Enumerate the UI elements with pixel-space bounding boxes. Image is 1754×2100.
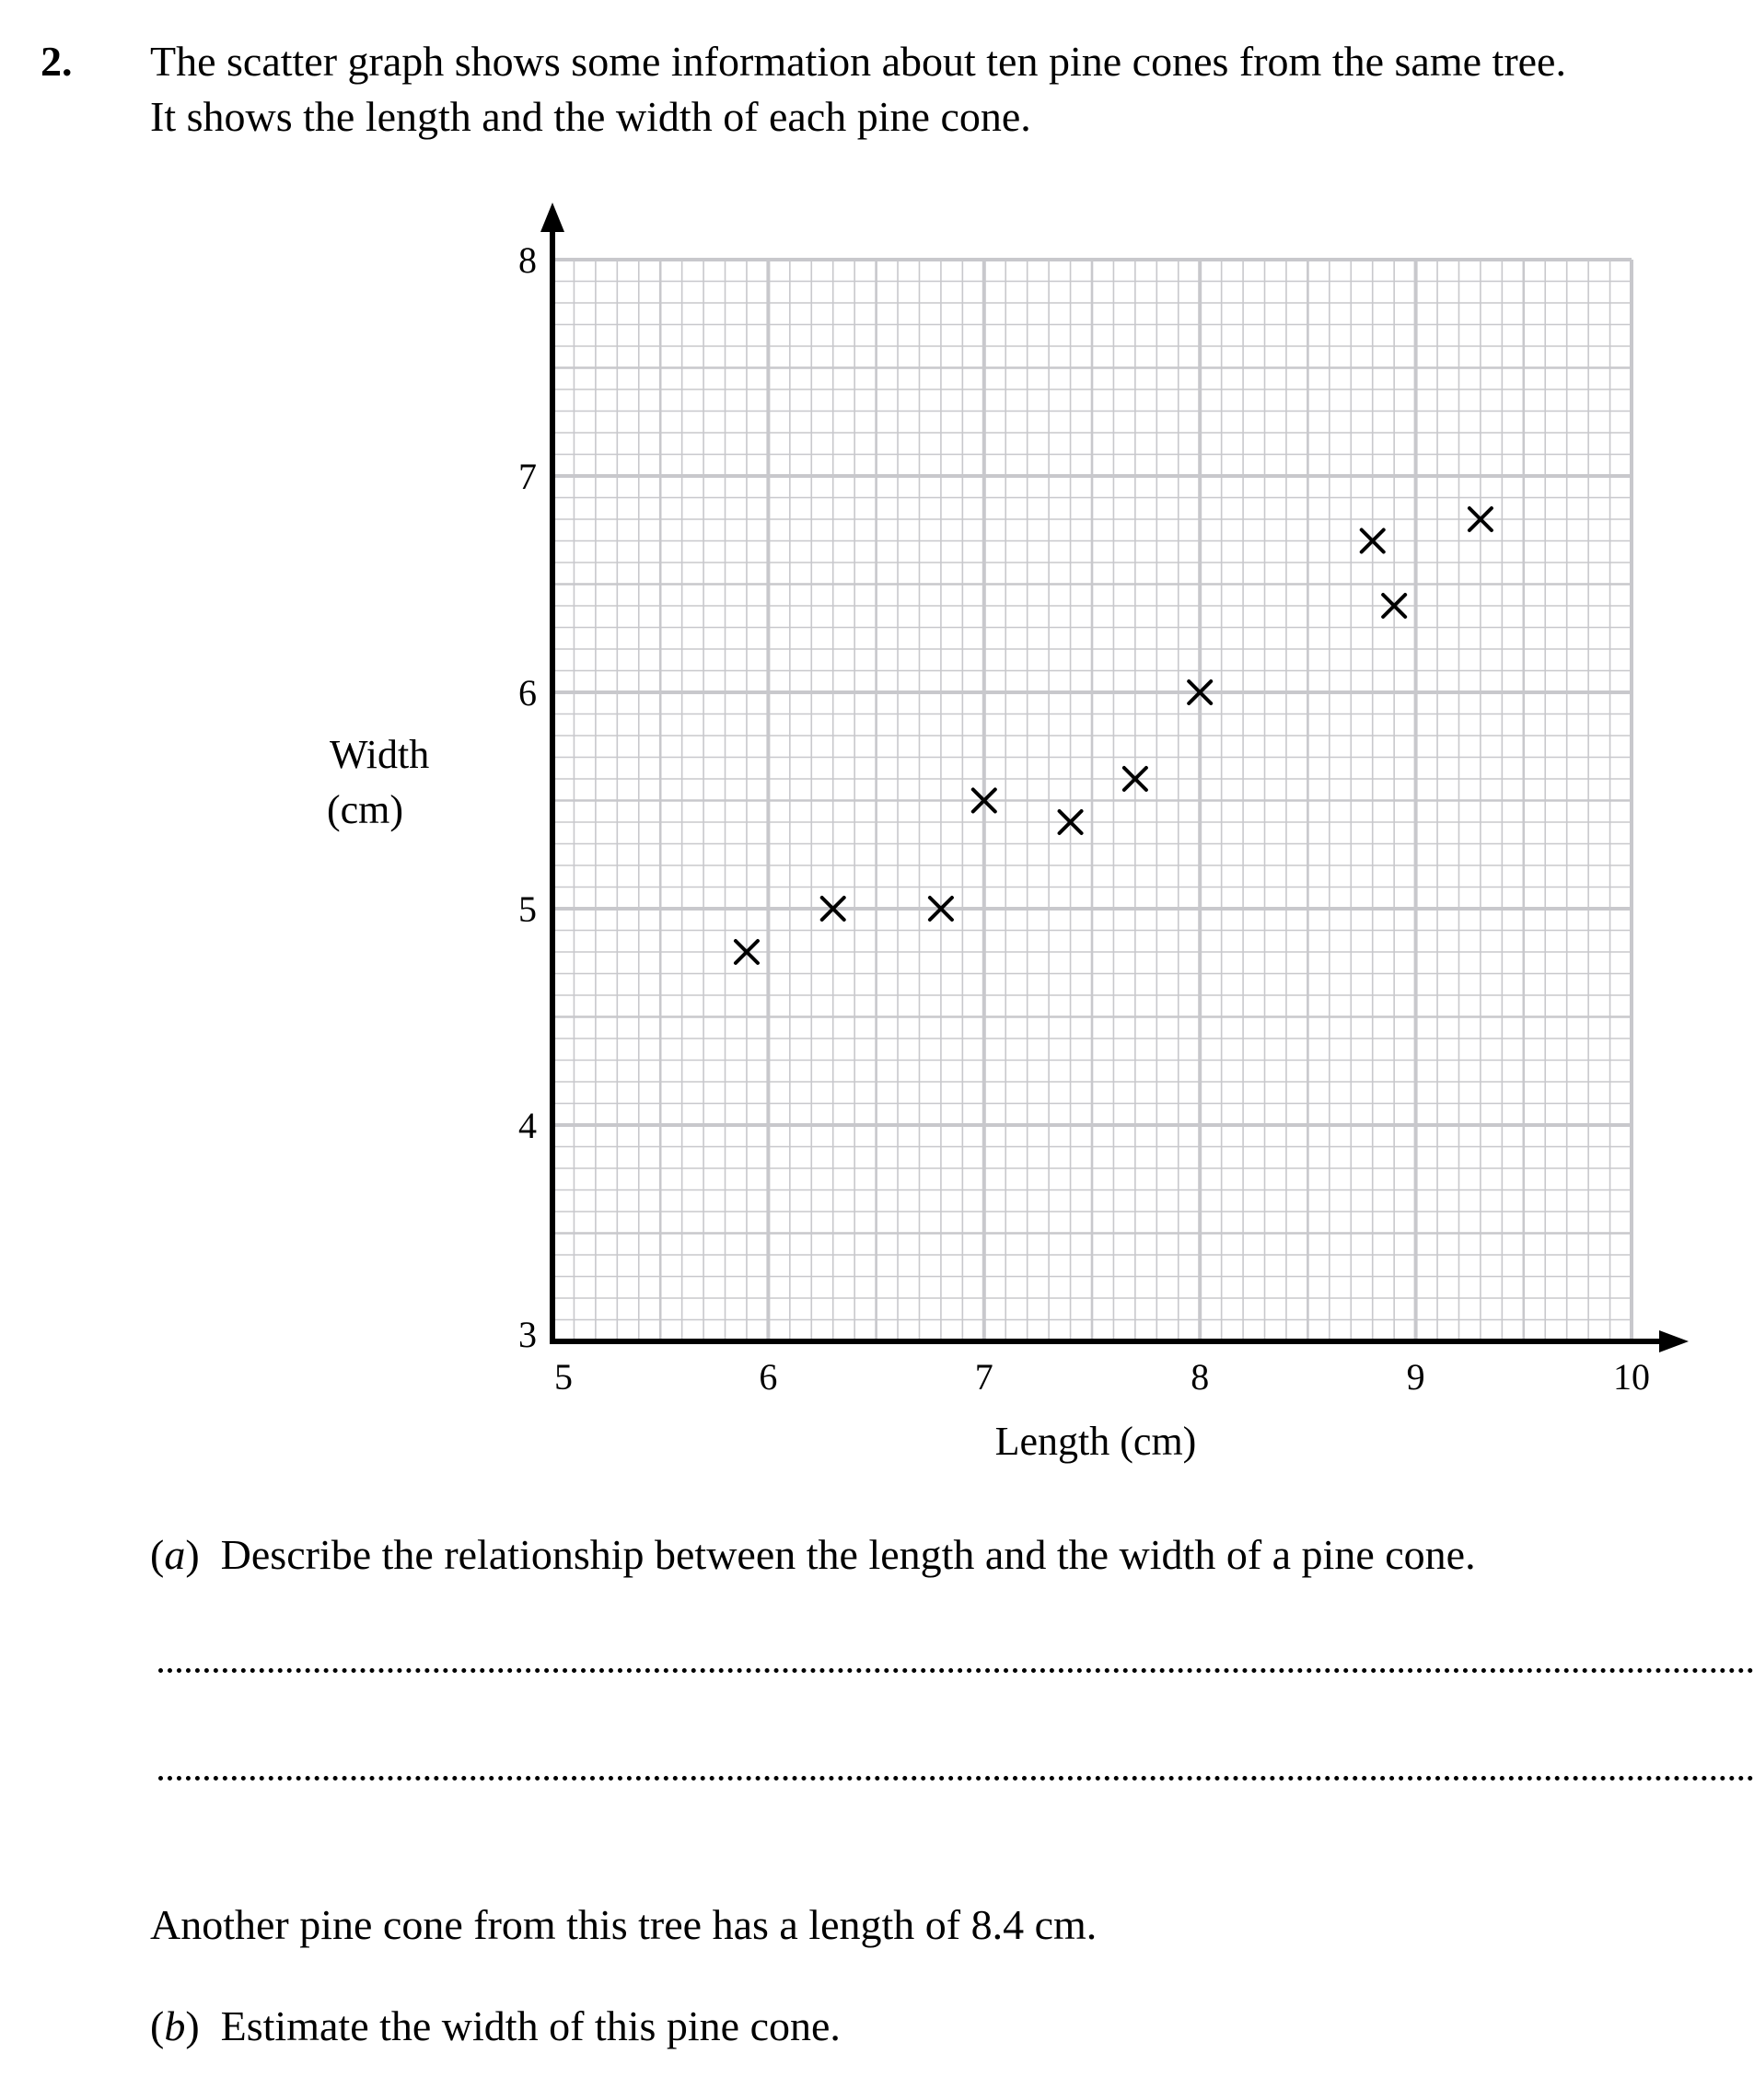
x-tick-labels [554,1356,1650,1398]
y-tick-label: 7 [518,456,537,497]
y-tick-label: 6 [518,672,537,714]
axes [540,203,1689,1352]
x-axis-arrow [1659,1330,1689,1352]
x-tick-label: 6 [759,1356,778,1398]
y-tick-label: 3 [518,1314,537,1355]
y-axis-arrow [540,203,564,232]
question-intro-line-1: The scatter graph shows some information about ten pine cones from the same tree. [150,38,1566,85]
x-tick-label: 8 [1191,1356,1210,1398]
x-tick-label: 9 [1406,1356,1425,1398]
question-number: 2. [41,38,73,85]
grid-major [552,260,1632,1341]
y-axis-title-line-2: (cm) [327,787,404,832]
x-axis-title: Length (cm) [994,1419,1197,1464]
part-b-prompt: Estimate the width of this pine cone. [220,2002,841,2049]
x-tick-label: 7 [974,1356,993,1398]
y-tick-label: 4 [518,1105,537,1146]
part-a-question: (a) Describe the relationship between the length and the width of a pine cone. [150,1531,1476,1578]
answer-line-1[interactable] [158,1668,1754,1673]
part-a-letter: a [164,1531,186,1578]
x-tick-label: 10 [1613,1356,1650,1398]
y-axis-title-line-1: Width [330,732,430,777]
y-tick-label: 8 [518,239,537,281]
answer-line-2[interactable] [158,1776,1754,1781]
x-tick-label: 5 [554,1356,573,1398]
part-b-question: (b) Estimate the width of this pine cone. [150,2002,841,2049]
y-tick-labels [518,239,537,1355]
question-intro-line-2: It shows the length and the width of each pine cone. [150,93,1031,140]
part-a-prompt: Describe the relationship between the length and the width of a pine cone. [220,1531,1476,1578]
part-b-context: Another pine cone from this tree has a length of 8.4 cm. [150,1901,1098,1948]
part-b-letter: b [164,2002,186,2049]
y-tick-label: 5 [518,888,537,930]
